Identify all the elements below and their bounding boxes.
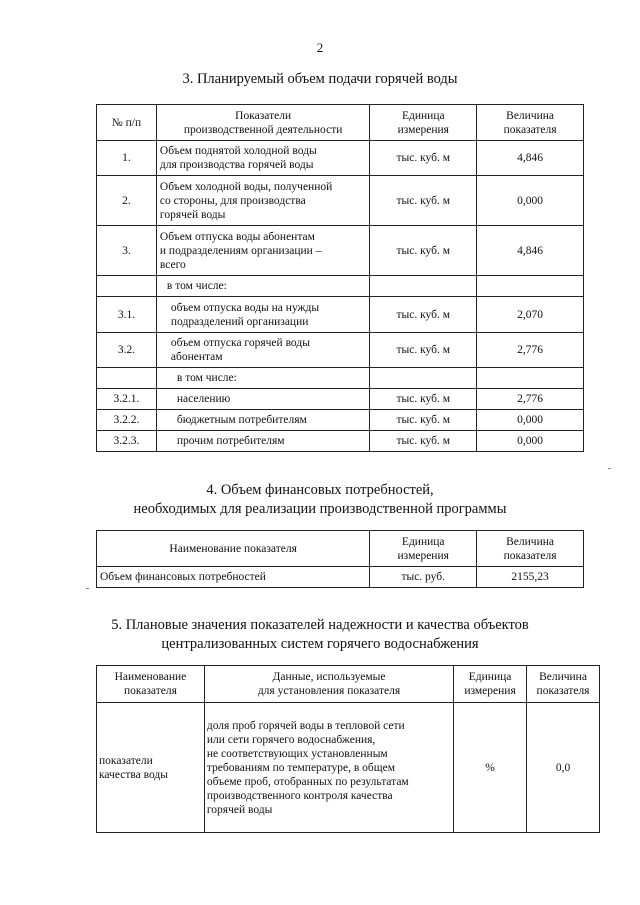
row-name: в том числе: bbox=[156, 276, 370, 297]
row-value: 2,776 bbox=[477, 389, 584, 410]
table-row bbox=[97, 567, 584, 588]
table-row bbox=[97, 141, 584, 176]
scan-mark bbox=[86, 588, 89, 589]
row-value: 2155,23 bbox=[477, 567, 584, 588]
row-unit: % bbox=[454, 703, 527, 833]
table-row bbox=[97, 410, 584, 431]
row-unit: тыс. куб. м bbox=[370, 410, 477, 431]
reliability-quality-table bbox=[96, 665, 600, 833]
row-name: в том числе: bbox=[156, 368, 370, 389]
table-header-row bbox=[97, 531, 584, 567]
row-unit: тыс. куб. м bbox=[370, 431, 477, 452]
page-number: 2 bbox=[316, 40, 324, 55]
header-cell: Показатели производственной деятельности bbox=[156, 105, 370, 141]
row-unit bbox=[370, 368, 477, 389]
hot-water-supply-table bbox=[96, 104, 584, 452]
row-unit: тыс. руб. bbox=[370, 567, 477, 588]
table-row bbox=[97, 368, 584, 389]
row-unit: тыс. куб. м bbox=[370, 297, 477, 333]
row-name: бюджетным потребителям bbox=[156, 410, 370, 431]
row-unit: тыс. куб. м bbox=[370, 141, 477, 176]
header-cell: Единица измерения bbox=[370, 105, 477, 141]
row-number: 3.2.1. bbox=[97, 389, 157, 410]
table-header-row bbox=[97, 105, 584, 141]
table-row bbox=[97, 389, 584, 410]
section5-title bbox=[0, 616, 640, 654]
row-name: объем отпуска воды на нужды подразделений организации bbox=[156, 297, 370, 333]
table-row bbox=[97, 431, 584, 452]
row-name: показатели качества воды bbox=[97, 703, 205, 833]
table-row bbox=[97, 276, 584, 297]
table-row bbox=[97, 703, 600, 833]
row-value bbox=[477, 276, 584, 297]
section5-title-line2: централизованных систем горячего водоснабжения bbox=[161, 636, 479, 652]
row-number: 2. bbox=[97, 176, 157, 226]
row-name: Объем холодной воды, полученной со стороны, для производства горячей воды bbox=[156, 176, 370, 226]
row-name: населению bbox=[156, 389, 370, 410]
section4-title-line2: необходимых для реализации производственной программы bbox=[133, 501, 507, 517]
row-number bbox=[97, 368, 157, 389]
section5-title-line1: 5. Плановые значения показателей надежности и качества объектов bbox=[111, 617, 529, 633]
row-number: 3.2. bbox=[97, 333, 157, 368]
row-unit: тыс. куб. м bbox=[370, 226, 477, 276]
row-name: Объем отпуска воды абонентам и подразделениям организации – всего bbox=[156, 226, 370, 276]
row-name: прочим потребителям bbox=[156, 431, 370, 452]
section4-title-line1: 4. Объем финансовых потребностей, bbox=[206, 482, 434, 498]
row-value: 0,000 bbox=[477, 176, 584, 226]
header-cell: Величина показателя bbox=[477, 531, 584, 567]
row-number: 1. bbox=[97, 141, 157, 176]
row-value: 0,0 bbox=[527, 703, 600, 833]
row-value: 4,846 bbox=[477, 226, 584, 276]
row-unit: тыс. куб. м bbox=[370, 389, 477, 410]
header-cell: Данные, используемые для установления показателя bbox=[204, 666, 453, 703]
row-unit: тыс. куб. м bbox=[370, 333, 477, 368]
row-number: 3.2.3. bbox=[97, 431, 157, 452]
header-cell: Единица измерения bbox=[370, 531, 477, 567]
table-row bbox=[97, 333, 584, 368]
row-value: 2,776 bbox=[477, 333, 584, 368]
header-cell: Величина показателя bbox=[527, 666, 600, 703]
row-number: 3.1. bbox=[97, 297, 157, 333]
header-cell: Наименование показателя bbox=[97, 531, 370, 567]
header-cell: № п/п bbox=[97, 105, 157, 141]
row-value: 4,846 bbox=[477, 141, 584, 176]
header-cell: Величина показателя bbox=[477, 105, 584, 141]
row-value bbox=[477, 368, 584, 389]
table-row bbox=[97, 297, 584, 333]
table-header-row bbox=[97, 666, 600, 703]
section4-title bbox=[0, 481, 640, 519]
financial-needs-table bbox=[96, 530, 584, 588]
row-name: Объем финансовых потребностей bbox=[97, 567, 370, 588]
table-row bbox=[97, 176, 584, 226]
scan-mark bbox=[608, 468, 611, 469]
row-value: 2,070 bbox=[477, 297, 584, 333]
row-name: Объем поднятой холодной воды для производства горячей воды bbox=[156, 141, 370, 176]
header-cell: Наименование показателя bbox=[97, 666, 205, 703]
row-value: 0,000 bbox=[477, 431, 584, 452]
row-unit: тыс. куб. м bbox=[370, 176, 477, 226]
row-number bbox=[97, 276, 157, 297]
row-number: 3. bbox=[97, 226, 157, 276]
row-name: объем отпуска горячей воды абонентам bbox=[156, 333, 370, 368]
row-number: 3.2.2. bbox=[97, 410, 157, 431]
section3-title: 3. Планируемый объем подачи горячей воды bbox=[182, 71, 458, 87]
row-unit bbox=[370, 276, 477, 297]
row-value: 0,000 bbox=[477, 410, 584, 431]
table-row bbox=[97, 226, 584, 276]
header-cell: Единица измерения bbox=[454, 666, 527, 703]
row-data: доля проб горячей воды в тепловой сети или сети горячего водоснабжения, не соответствующих установленным требованиям по температуре, в общем объеме проб, отобранных по результатам производственного контроля качества горячей воды bbox=[204, 703, 453, 833]
